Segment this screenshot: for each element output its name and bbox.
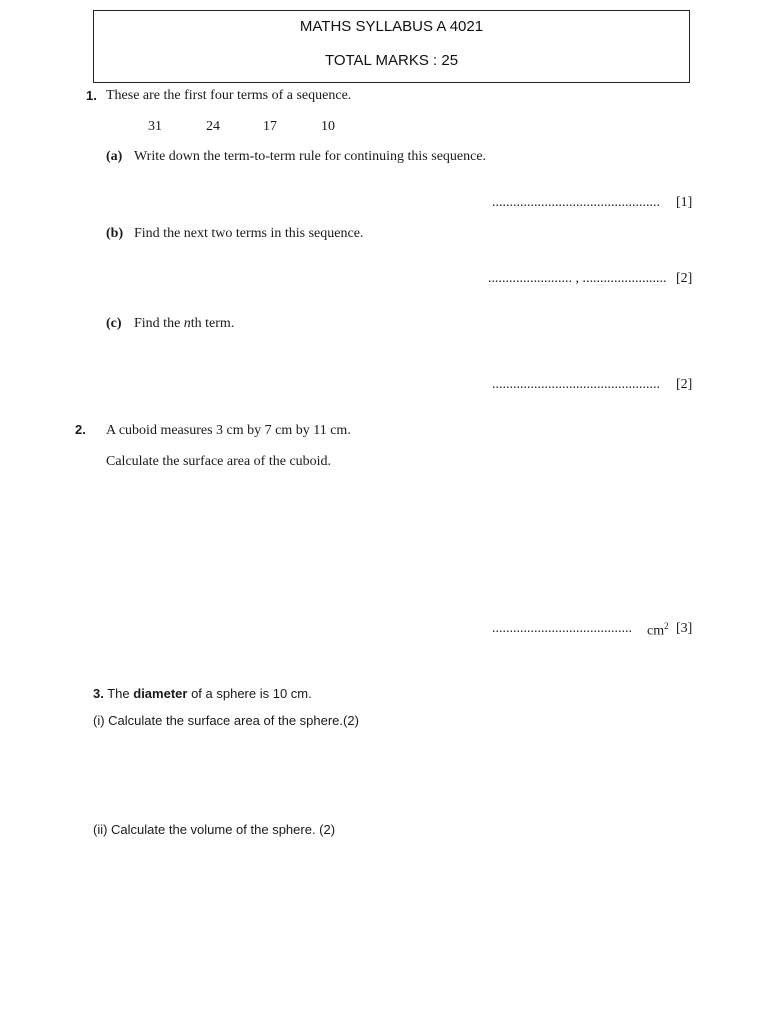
q1-term-3: 17 bbox=[263, 119, 277, 134]
q1a-label: (a) bbox=[106, 149, 123, 164]
q1a-text: Write down the term-to-term rule for continuing this sequence. bbox=[134, 149, 487, 164]
q1-term-1: 31 bbox=[148, 119, 162, 134]
q1c-text: Find the nth term. bbox=[134, 316, 235, 331]
q2-unit: $cm^2$ bbox=[647, 621, 669, 639]
q1c-marks: [2] bbox=[676, 377, 693, 392]
total-marks: TOTAL MARKS : 25 bbox=[324, 52, 459, 69]
q1c-answer-line[interactable]: ................................................ bbox=[492, 377, 660, 392]
q2-number: 2. bbox=[75, 422, 86, 437]
q3-stem: 3. The diameter of a sphere is 10 cm. bbox=[93, 686, 312, 701]
q1b-text: Find the next two terms in this sequence. bbox=[134, 226, 364, 241]
q1-stem: These are the first four terms of a sequence. bbox=[106, 88, 352, 103]
q1b-marks: [2] bbox=[676, 271, 693, 286]
header-box bbox=[93, 10, 690, 83]
q2-line2: Calculate the surface area of the cuboid. bbox=[106, 454, 332, 469]
q2-line1: A cuboid measures 3 cm by 7 cm by 11 cm. bbox=[106, 423, 351, 438]
q1-term-2: 24 bbox=[206, 119, 220, 134]
q3-part-i: (i) Calculate the surface area of the sphere.(2) bbox=[93, 713, 359, 728]
q1a-answer-line[interactable]: ................................................ bbox=[492, 195, 660, 210]
q2-marks: [3] bbox=[676, 621, 693, 636]
q1-number: 1. bbox=[86, 88, 97, 103]
q1b-answer-line[interactable]: ........................ , ........................ bbox=[488, 271, 667, 286]
q1c-label: (c) bbox=[106, 316, 122, 331]
q1-term-4: 10 bbox=[321, 119, 335, 134]
q1b-label: (b) bbox=[106, 226, 124, 241]
syllabus-title: MATHS SYLLABUS A 4021 bbox=[299, 18, 484, 35]
q3-part-ii: (ii) Calculate the volume of the sphere. (2) bbox=[93, 822, 336, 837]
q2-answer-line[interactable]: ........................................ bbox=[492, 621, 632, 636]
q1a-marks: [1] bbox=[676, 195, 693, 210]
